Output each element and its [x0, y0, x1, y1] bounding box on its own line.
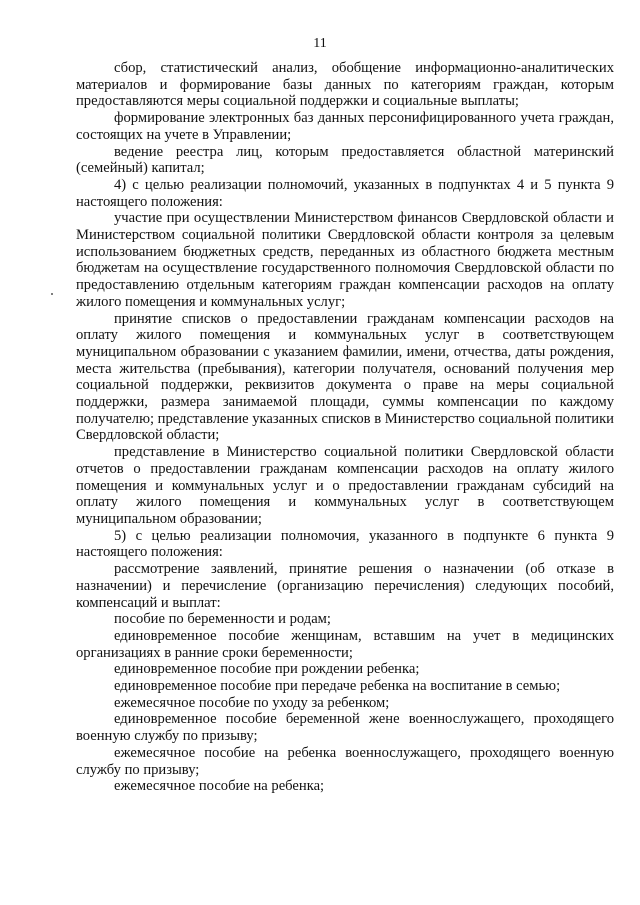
list-item-child-benefit: ежемесячное пособие на ребенка; — [114, 778, 325, 795]
list-item-birth-benefit: единовременное пособие при рождении ребенка; — [114, 661, 420, 678]
list-item-military-child-benefit: ежемесячное пособие на ребенка военнослужащего, проходящего военную службу по призыву; — [76, 744, 614, 778]
paragraph-reports: представление в Министерство социальной политики Свердловской области отчетов о предоставлении гражданам компенсации расходов на оплату жилого помещения и коммунальных услуг и о предоставлении гражданам субсидий на оплату жилого помещения и коммунальных услуг в соответствующем муниципальном образовании; — [76, 444, 614, 527]
paragraph-electronic-databases: формирование электронных баз данных персонифицированного учета граждан, состоящих на учете в Управлении; — [76, 110, 614, 143]
paragraph-maternity-capital-registry: ведение реестра лиц, которым предоставляется областной материнский (семейный) капитал; — [76, 143, 614, 177]
list-item-pregnancy-benefit: пособие по беременности и родам; — [114, 611, 331, 628]
paragraph-item-5: 5) с целью реализации полномочия, указанного в подпункте 6 пункта 9 настоящего положения: — [76, 527, 614, 561]
margin-mark — [51, 293, 53, 295]
paragraph-statistical-analysis: сбор, статистический анализ, обобщение информационно-аналитических материалов и формирование базы данных по категориям граждан, которым предоставляются меры социальной поддержки и социальные выплаты; — [76, 60, 614, 110]
paragraph-compensation-lists: принятие списков о предоставлении гражданам компенсации расходов на оплату жилого помещения и коммунальных услуг в соответствующем муниципальном образовании с указанием фамилии, имени, отчества, даты рождения, места жительства (пребывания), категории получателя, оснований получения мер социальной поддержки, реквизитов документа о праве на меры социальной поддержки, размера занимаемой площади, суммы компенсации по каждому получателю; представление указанных списков в Министерство социальной политики Свердловской области; — [76, 310, 614, 444]
paragraph-budget-control: участие при осуществлении Министерством финансов Свердловской области и Министерством социальной политики Свердловской области контроля за целевым использованием бюджетных средств, переданных из областного бюджета местным бюджетам на осуществление государственного полномочия Свердловской области по предоставлению отдельным категориям граждан компенсации расходов на оплату жилого помещения и коммунальных услуг; — [76, 210, 614, 310]
list-item-military-wife-benefit: единовременное пособие беременной жене военнослужащего, проходящего военную службу по призыву; — [76, 711, 614, 745]
list-item-adoption-benefit: единовременное пособие при передаче ребенка на воспитание в семью; — [114, 678, 561, 695]
document-body — [76, 60, 614, 795]
list-item-childcare-benefit: ежемесячное пособие по уходу за ребенком; — [114, 694, 390, 711]
paragraph-item-4: 4) с целью реализации полномочий, указанных в подпунктах 4 и 5 пункта 9 настоящего положения: — [76, 176, 614, 210]
paragraph-applications: рассмотрение заявлений, принятие решения о назначении (об отказе в назначении) и перечисление (организацию перечисления) следующих пособий, компенсаций и выплат: — [76, 561, 614, 611]
page-number: 11 — [313, 36, 327, 51]
list-item-early-registration-benefit: единовременное пособие женщинам, вставшим на учет в медицинских организациях в ранние сроки беременности; — [76, 627, 614, 661]
